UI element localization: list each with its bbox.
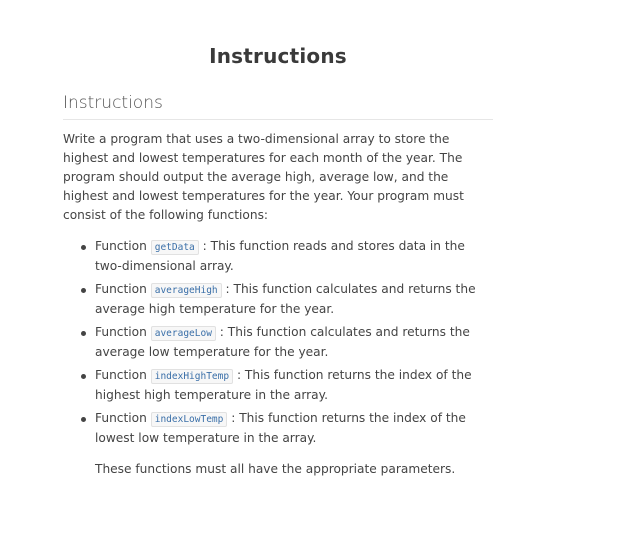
function-description: : This function returns the index of the lowest low temperature in the array.	[95, 411, 466, 445]
function-prefix: Function	[95, 325, 147, 339]
list-item	[95, 366, 495, 405]
function-prefix: Function	[95, 411, 147, 425]
function-prefix: Function	[95, 282, 147, 296]
intro-paragraph: Write a program that uses a two-dimensional array to store the highest and lowest temperatures for each month of the year. The program should output the average high, average low, and the highest and lowest temperatures for the year. Your program must consist of the following functions:	[63, 132, 464, 222]
function-description: : This function calculates and returns the average low temperature for the year.	[95, 325, 470, 359]
list-item	[95, 409, 495, 448]
function-code: indexLowTemp	[151, 412, 228, 427]
list-item	[95, 237, 495, 276]
function-code: averageLow	[151, 326, 216, 341]
function-prefix: Function	[95, 239, 147, 253]
function-code: getData	[151, 240, 199, 255]
function-description: : This function reads and stores data in the two-dimensional array.	[95, 239, 465, 273]
function-description: : This function returns the index of the highest high temperature in the array.	[95, 368, 472, 402]
page-title: Instructions	[209, 44, 347, 68]
function-description: : This function calculates and returns the average high temperature for the year.	[95, 282, 476, 316]
list-item	[95, 280, 495, 319]
instructions-content	[63, 92, 495, 479]
closing-paragraph: These functions must all have the appropriate parameters.	[95, 462, 456, 476]
function-code: averageHigh	[151, 283, 222, 298]
function-list	[63, 237, 495, 448]
section-heading: Instructions	[63, 92, 493, 120]
list-item	[95, 323, 495, 362]
function-prefix: Function	[95, 368, 147, 382]
function-code: indexHighTemp	[151, 369, 233, 384]
